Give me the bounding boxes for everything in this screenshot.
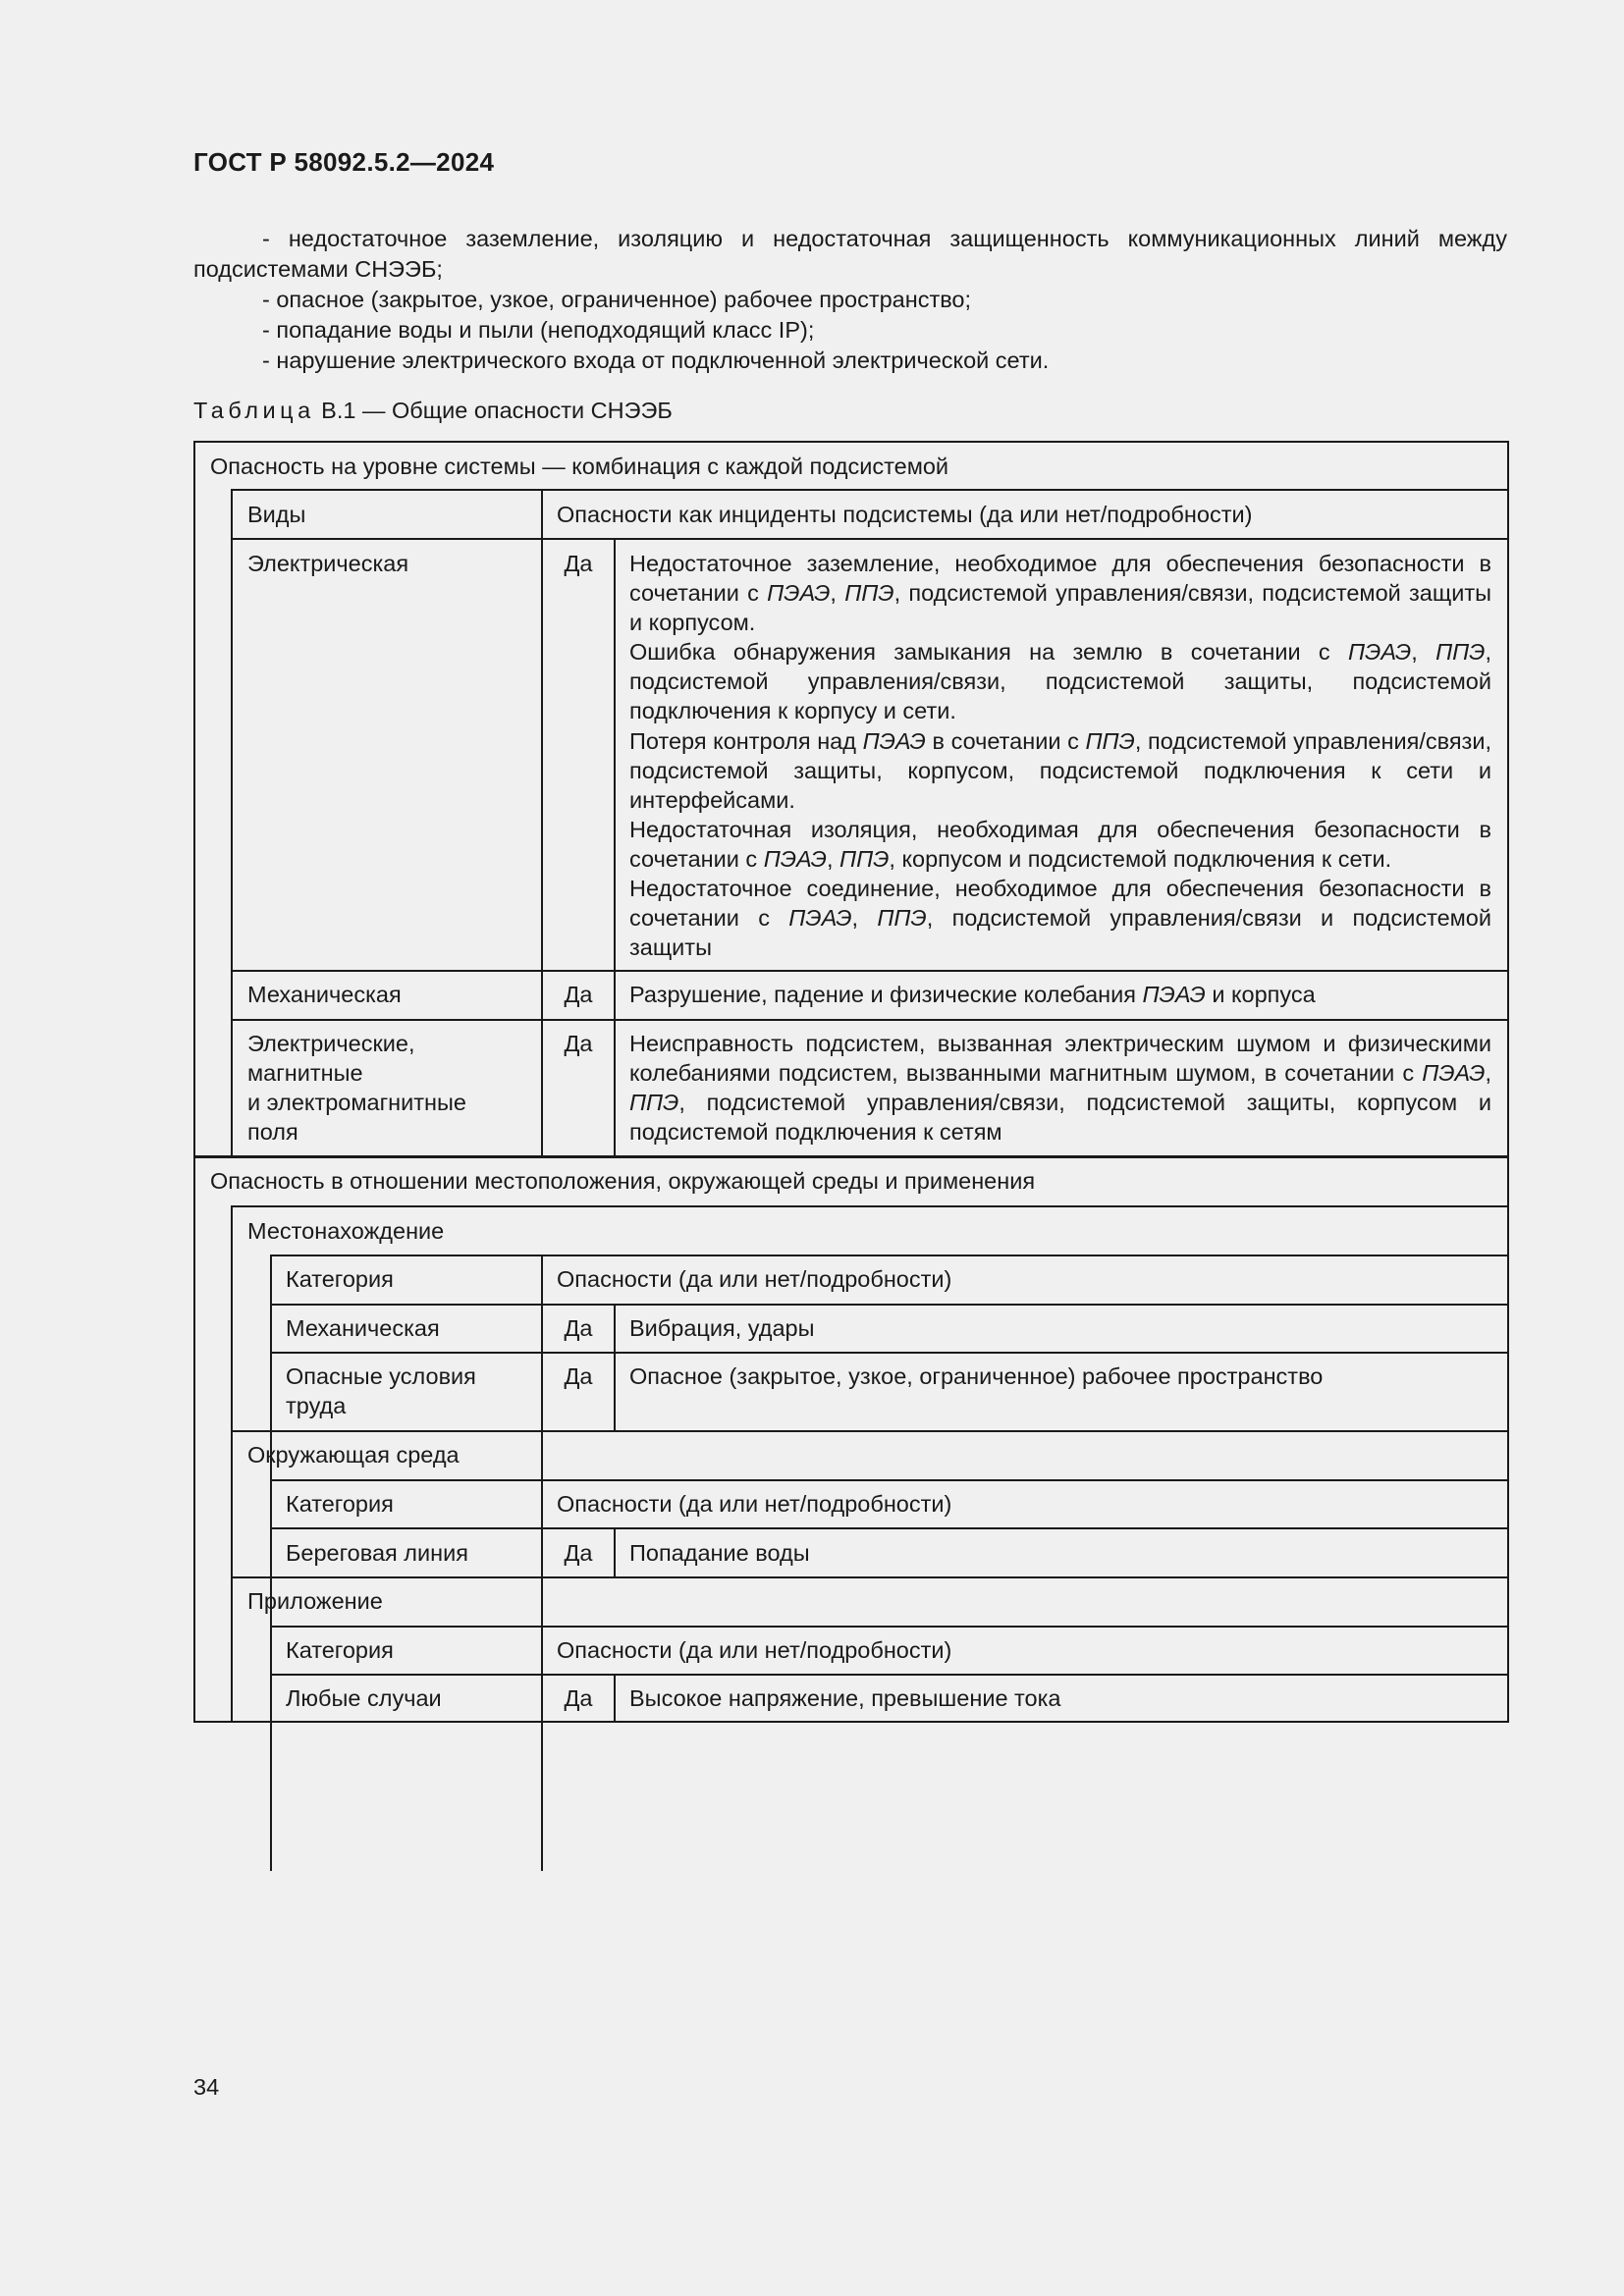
emf-hazard-description: Неисправность подсистем, вызванная электрическим шумом и физическими колебаниями подсистем, вызванными магнитным шумом, в сочетании с ПЭАЭ, ППЭ, подсистемой управления/связи, подсистемой защиты, корпусом и подсистемой подключения к сетям	[629, 1031, 1491, 1146]
col-divider	[614, 1674, 616, 1723]
hazards-table	[193, 441, 1509, 1723]
row-type-mechanical: Механическая	[247, 982, 402, 1007]
col-header-hazards: Опасности как инциденты подсистемы (да или нет/подробности)	[557, 502, 1253, 527]
category-cell: Опасные условия	[286, 1363, 476, 1389]
row-answer: Да	[564, 551, 593, 576]
row-answer: Да	[564, 1315, 593, 1341]
col-header-types: Виды	[247, 502, 306, 527]
hazard-details: Высокое напряжение, превышение тока	[629, 1685, 1061, 1711]
col-header-hazards: Опасности (да или нет/подробности)	[557, 1491, 952, 1517]
document-id: ГОСТ Р 58092.5.2—2024	[193, 147, 495, 177]
indent-divider	[270, 1255, 272, 1871]
subsection-location: Местонахождение	[247, 1218, 445, 1244]
electrical-hazard-description: Недостаточное заземление, необходимое для обеспечения безопасности в сочетании с ПЭАЭ, ППЭ, подсистемой управления/связи, подсистемой защиты и корпусом. Ошибка обнаружения замыкания на землю в сочетании с ПЭАЭ, ППЭ, подсистемой управления/связи, подсистемой защиты, подсистемой подключения к корпусу и сети. Потеря контроля над ПЭАЭ в сочетании с ППЭ, подсистемой управления/связи, подсистемой защиты, корпусом, подсистемой подключения к сети и интерфейсами. Недостаточная изоляция, необходимая для обеспечения безопасности в сочетании с ПЭАЭ, ППЭ, корпусом и подсистемой подключения к сети. Недостаточное соединение, необходимое для обеспечения безопасности в сочетании с ПЭАЭ, ППЭ, подсистемой управления/связи и подсистемой защиты	[629, 551, 1492, 961]
category-cell: Любые случаи	[286, 1685, 442, 1711]
row-divider	[231, 1205, 1509, 1207]
row-type-emf: поля	[247, 1119, 298, 1145]
category-cell: Механическая	[286, 1315, 440, 1341]
row-type-emf: магнитные	[247, 1060, 363, 1086]
row-divider	[270, 1304, 1509, 1306]
col-divider	[614, 538, 616, 1157]
row-divider	[231, 538, 1509, 540]
table-border	[193, 441, 195, 1723]
table-border	[193, 1721, 1509, 1723]
row-divider	[231, 970, 1509, 972]
col-divider	[614, 1304, 616, 1430]
table-caption	[193, 398, 673, 424]
row-answer: Да	[564, 1540, 593, 1566]
hazard-details: Опасное (закрытое, узкое, ограниченное) рабочее пространство	[629, 1363, 1324, 1389]
caption-label: Таблица	[193, 398, 315, 423]
row-answer: Да	[564, 1363, 593, 1389]
row-type-electrical: Электрическая	[247, 551, 409, 576]
row-answer: Да	[564, 982, 593, 1007]
row-divider	[270, 1352, 1509, 1354]
category-cell: труда	[286, 1393, 347, 1418]
page-number: 34	[193, 2074, 220, 2100]
category-cell: Береговая линия	[286, 1540, 468, 1566]
row-divider	[270, 1674, 1509, 1676]
col-header-hazards: Опасности (да или нет/подробности)	[557, 1637, 952, 1663]
subsection-application: Приложение	[247, 1588, 383, 1614]
row-answer: Да	[564, 1031, 593, 1056]
row-type-emf: Электрические,	[247, 1031, 415, 1056]
section-divider	[193, 1155, 1509, 1158]
subsection-environment: Окружающая среда	[247, 1442, 460, 1468]
row-divider	[270, 1527, 1509, 1529]
table-border	[193, 441, 1509, 443]
col-header-category: Категория	[286, 1637, 394, 1663]
section-system-title: Опасность на уровне системы — комбинация с каждой подсистемой	[210, 454, 949, 479]
mechanical-hazard-description: Разрушение, падение и физические колебания ПЭАЭ и корпуса	[629, 982, 1316, 1007]
row-divider	[231, 1430, 1509, 1432]
caption-text: В.1 — Общие опасности СНЭЭБ	[314, 398, 673, 423]
col-divider	[614, 1527, 616, 1576]
col-header-hazards: Опасности (да или нет/подробности)	[557, 1266, 952, 1292]
row-type-emf: и электромагнитные	[247, 1090, 466, 1115]
section-location-title: Опасность в отношении местоположения, окружающей среды и применения	[210, 1168, 1036, 1194]
hazard-details: Попадание воды	[629, 1540, 810, 1566]
table-border	[1507, 441, 1509, 1723]
row-answer: Да	[564, 1685, 593, 1711]
col-header-category: Категория	[286, 1266, 394, 1292]
row-divider	[270, 1626, 1509, 1628]
hazard-details: Вибрация, удары	[629, 1315, 815, 1341]
col-header-category: Категория	[286, 1491, 394, 1517]
indent-divider	[231, 489, 233, 1157]
row-divider	[231, 1576, 1509, 1578]
row-divider	[231, 489, 1509, 491]
indent-divider	[231, 1205, 233, 1723]
intro-item: - недостаточное заземление, изоляцию и недостаточная защищенность коммуникационных линий между подсистемами СНЭЭБ;	[193, 226, 1507, 282]
row-divider	[231, 1019, 1509, 1021]
intro-item: - нарушение электрического входа от подключенной электрической сети.	[262, 347, 1050, 373]
intro-item: - попадание воды и пыли (неподходящий класс IP);	[262, 317, 815, 343]
row-divider	[270, 1255, 1509, 1256]
intro-item: - опасное (закрытое, узкое, ограниченное) рабочее пространство;	[262, 287, 972, 312]
intro-list	[193, 224, 1507, 376]
row-divider	[270, 1479, 1509, 1481]
